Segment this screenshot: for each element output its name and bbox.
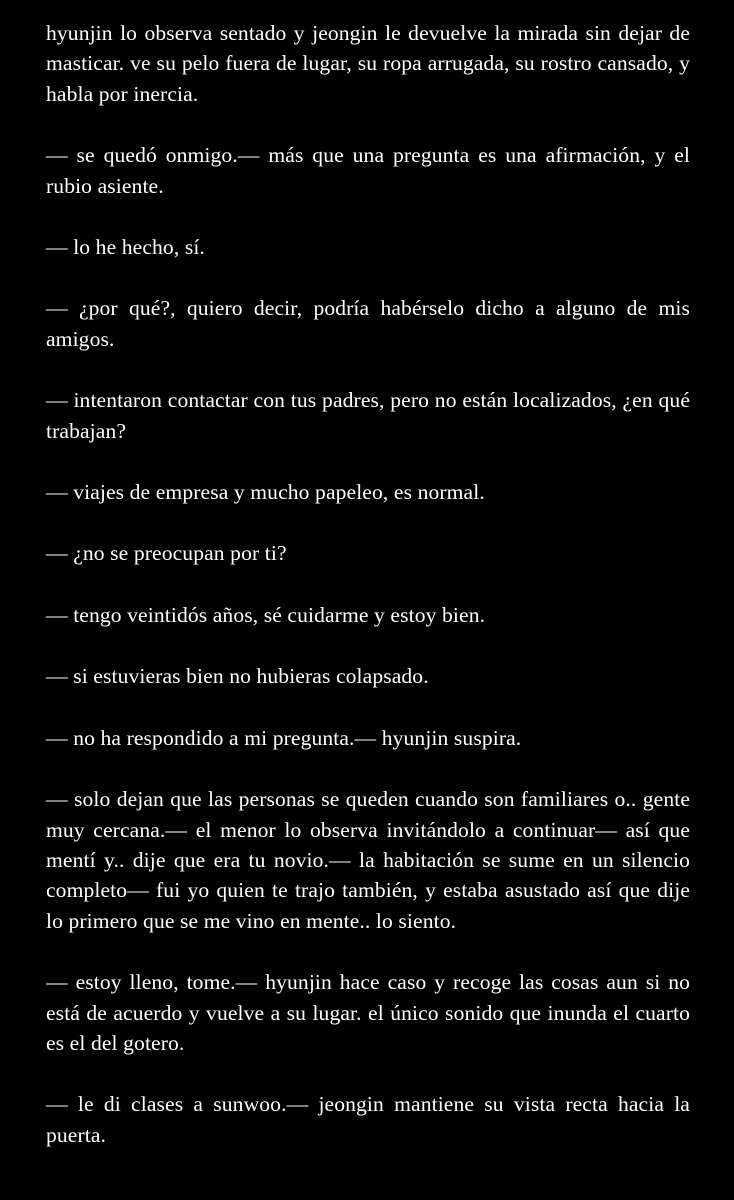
paragraph-2: — se quedó onmigo.— más que una pregunta es una afirmación, y el rubio asiente.	[46, 143, 690, 198]
paragraph-8: — tengo veintidós años, sé cuidarme y estoy bien.	[46, 602, 486, 627]
paragraph-4: — ¿por qué?, quiero decir, podría habérselo dicho a alguno de mis amigos.	[46, 296, 690, 351]
paragraph-6: — viajes de empresa y mucho papeleo, es normal.	[46, 480, 485, 505]
paragraph-10: — no ha respondido a mi pregunta.— hyunjin suspira.	[46, 725, 522, 750]
paragraph-7: — ¿no se preocupan por ti?	[46, 541, 287, 566]
paragraph-11: — solo dejan que las personas se queden cuando son familiares o.. gente muy cercana.— el menor lo observa invitándolo a continuar— así que mentí y.. dije que era tu novio.— la habitación se sume en un silencio completo— fui yo quien te trajo también, y estaba asustado así que dije lo primero que se me vino en mente.. lo siento.	[46, 787, 690, 933]
paragraph-5: — intentaron contactar con tus padres, pero no están localizados, ¿en qué trabajan?	[46, 388, 690, 443]
paragraph-1: hyunjin lo observa sentado y jeongin le devuelve la mirada sin dejar de masticar. ve su pelo fuera de lugar, su ropa arrugada, su rostro cansado, y habla por inercia.	[46, 21, 690, 106]
paragraph-12: — estoy lleno, tome.— hyunjin hace caso y recoge las cosas aun si no está de acuerdo y vuelve a su lugar. el único sonido que inunda el cuarto es el del gotero.	[46, 970, 690, 1055]
paragraph-3: — lo he hecho, sí.	[46, 235, 205, 260]
paragraph-13: — le di clases a sunwoo.— jeongin mantiene su vista recta hacia la puerta.	[46, 1092, 690, 1147]
paragraph-9: — si estuvieras bien no hubieras colapsado.	[46, 664, 429, 689]
